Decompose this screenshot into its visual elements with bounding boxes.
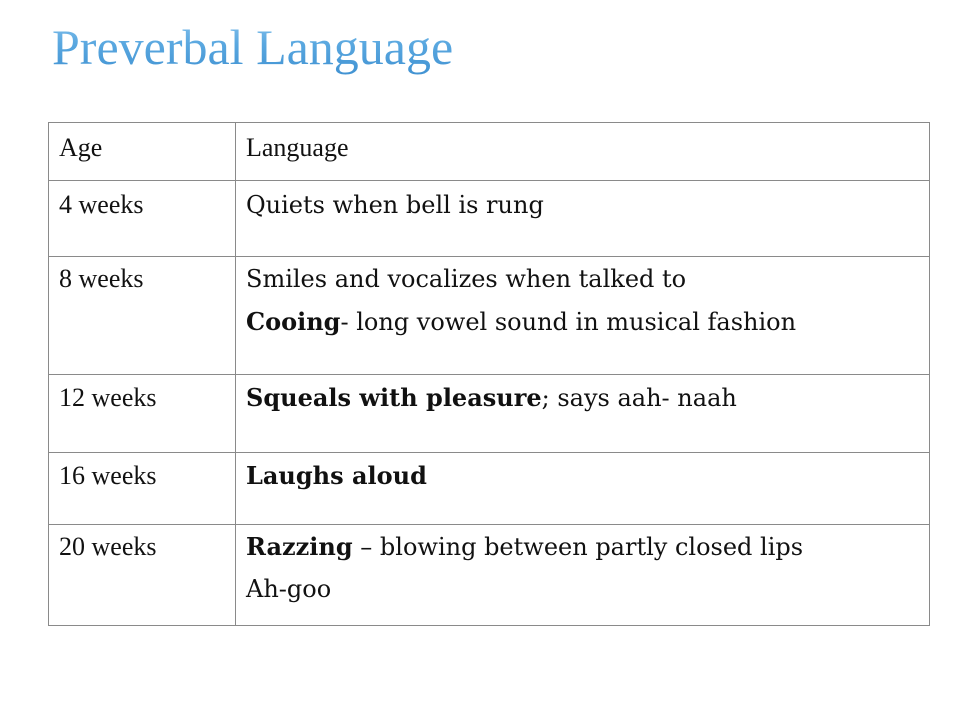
age-text: 8 weeks bbox=[59, 264, 144, 293]
language-line bbox=[246, 257, 921, 300]
table-row bbox=[49, 525, 930, 626]
header-cell-language bbox=[236, 123, 930, 181]
language-cell bbox=[236, 257, 930, 375]
table-row bbox=[49, 257, 930, 375]
language-line bbox=[246, 453, 921, 497]
table-header-row bbox=[49, 123, 930, 181]
age-text: 20 weeks bbox=[59, 532, 157, 561]
age-cell bbox=[49, 375, 236, 453]
table-row bbox=[49, 181, 930, 257]
age-cell bbox=[49, 257, 236, 375]
language-line bbox=[246, 568, 921, 610]
language-text: Smiles and vocalizes when talked to bbox=[246, 265, 687, 293]
milestone-table bbox=[48, 122, 930, 626]
table-row bbox=[49, 375, 930, 453]
age-cell bbox=[49, 453, 236, 525]
age-text: 12 weeks bbox=[59, 383, 157, 412]
language-line bbox=[246, 375, 921, 419]
language-line bbox=[246, 300, 921, 344]
language-cell bbox=[236, 181, 930, 257]
age-text: 16 weeks bbox=[59, 461, 157, 490]
header-age-label: Age bbox=[59, 133, 103, 162]
header-cell-age bbox=[49, 123, 236, 181]
language-line bbox=[246, 181, 921, 226]
language-cell bbox=[236, 453, 930, 525]
language-cell bbox=[236, 525, 930, 626]
language-text: - long vowel sound in musical fashion bbox=[340, 308, 797, 336]
language-line bbox=[246, 525, 921, 568]
age-cell bbox=[49, 525, 236, 626]
language-term: Razzing bbox=[246, 532, 353, 561]
language-text: ; says aah- naah bbox=[541, 384, 737, 412]
age-text: 4 weeks bbox=[59, 190, 144, 219]
language-cell bbox=[236, 375, 930, 453]
language-term: Cooing bbox=[246, 307, 341, 336]
language-text: Quiets when bell is rung bbox=[246, 191, 544, 219]
header-language-label: Language bbox=[246, 133, 349, 162]
language-text: – blowing between partly closed lips bbox=[352, 533, 804, 561]
language-term: Laughs aloud bbox=[246, 461, 427, 490]
slide-title: Preverbal Language bbox=[52, 14, 453, 80]
table-row bbox=[49, 453, 930, 525]
language-text: Ah-goo bbox=[246, 575, 332, 603]
language-term: Squeals with pleasure bbox=[246, 383, 542, 412]
age-cell bbox=[49, 181, 236, 257]
